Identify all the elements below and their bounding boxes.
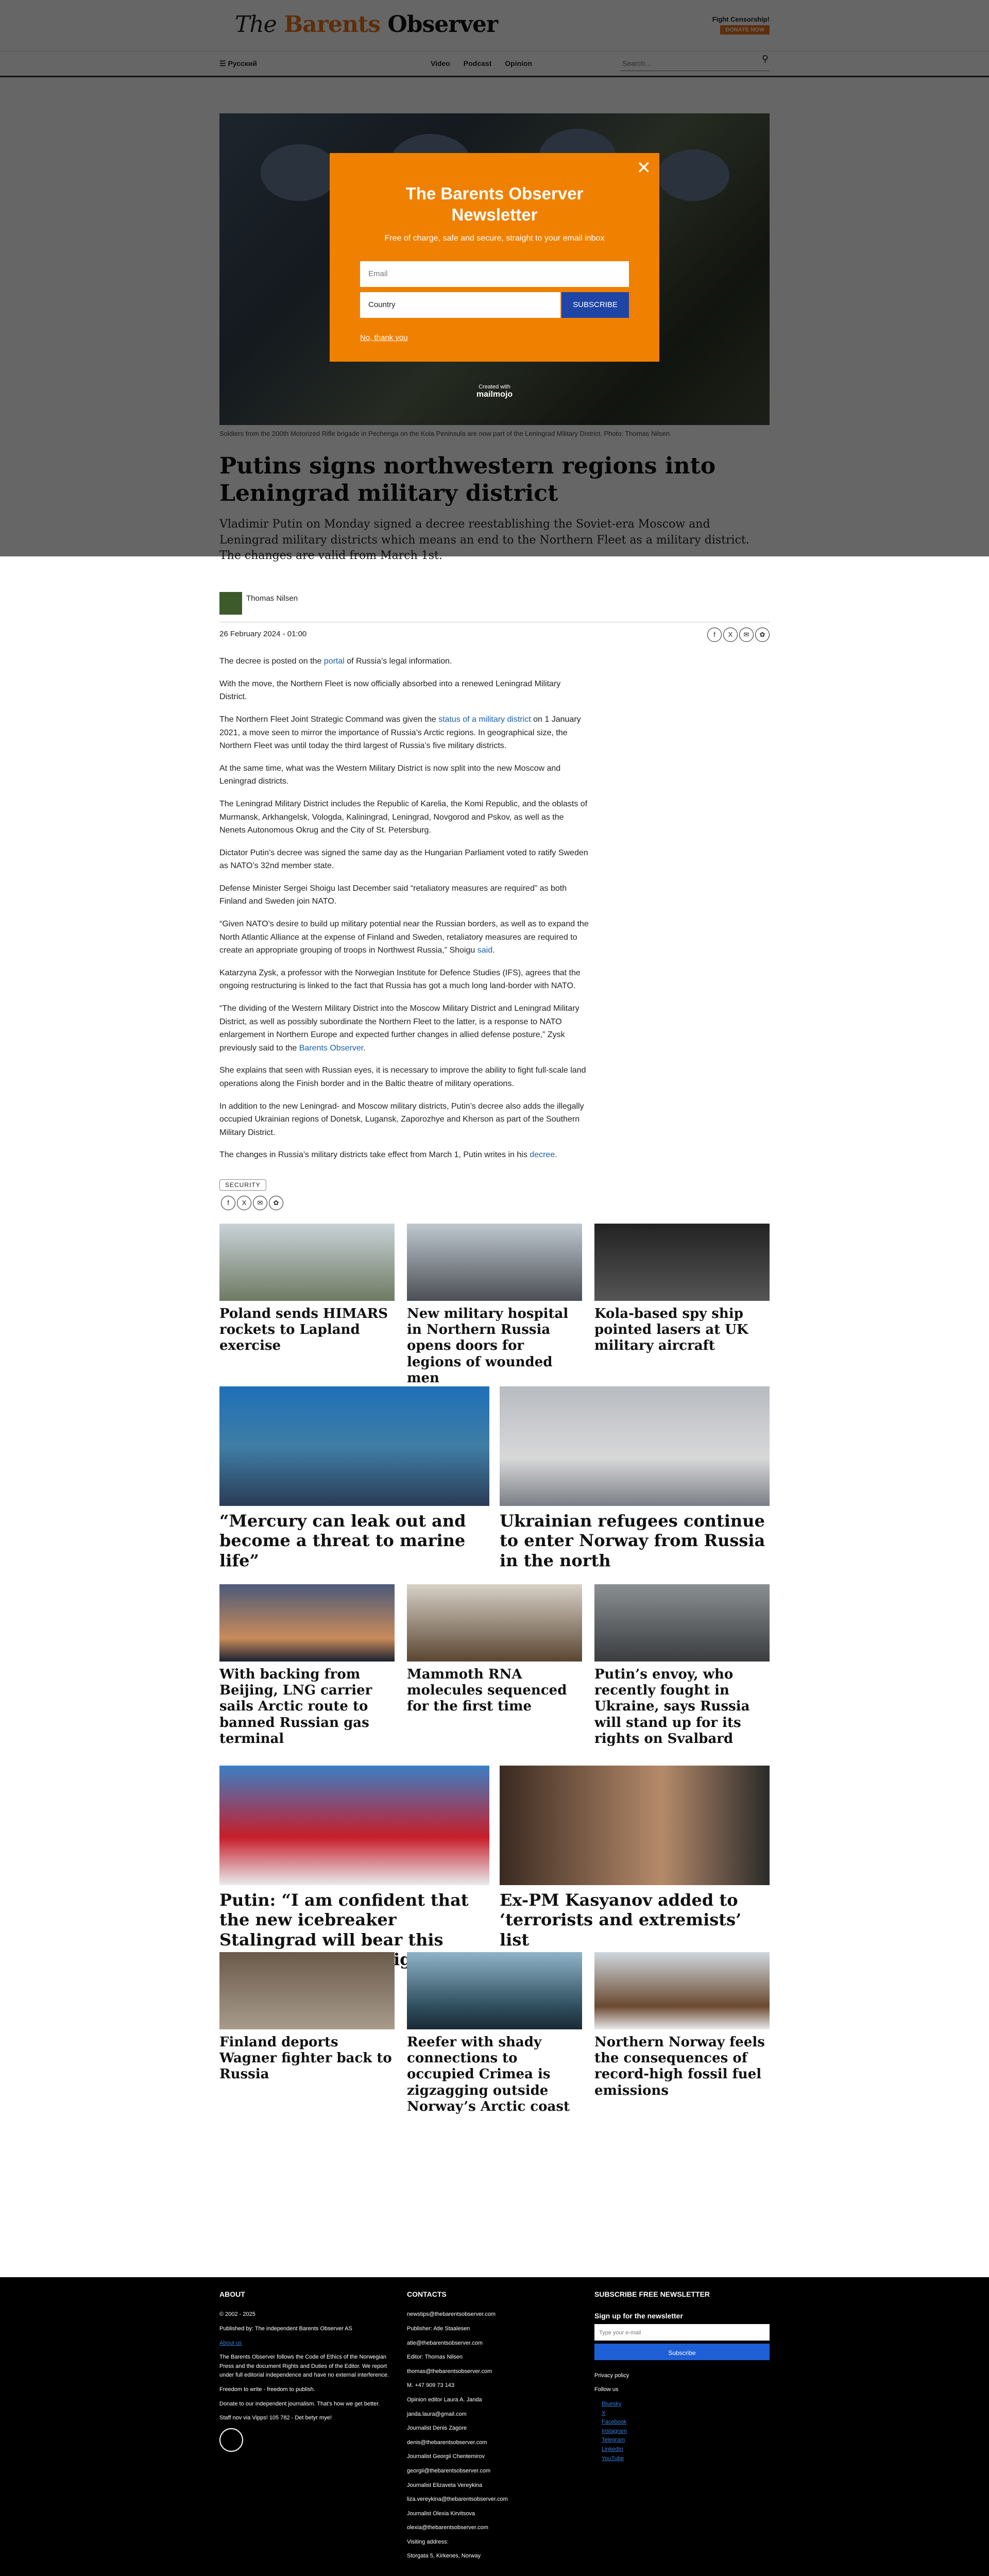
barents-observer-link[interactable]: Barents Observer	[299, 1043, 364, 1053]
paragraph: At the same time, what was the Western Military District is now split into the new Moscow and Leningrad districts.	[219, 764, 561, 786]
social-linkedin[interactable]: LinkedIn	[602, 2446, 623, 2452]
article-body	[219, 592, 770, 1210]
close-icon[interactable]: ✕	[636, 158, 651, 178]
author-name[interactable]: Thomas Nilsen	[246, 594, 298, 603]
paragraph: “The dividing of the Western Military District into the Moscow Military District and Leningrad Military District, as well as possibly subordinate the Northern Fleet to the latter, is a response to NATO enlargement in Northern Europe and expected further changes in allied defense posture,” Zysk previously said to the Barents Observer.	[219, 1004, 579, 1053]
paragraph: “Given NATO’s desire to build up military potential near the Russian borders, as well as to expand the North Atlantic Alliance at the expense of Finland and Sweden, retaliatory measures are required to create an appropriate grouping of troops in Northwest Russia,” Shoigu said.	[219, 920, 589, 955]
privacy-link[interactable]: Privacy policy	[594, 2372, 629, 2379]
said-link[interactable]: said	[477, 946, 493, 955]
paragraph: The decree is posted on the portal of Russia’s legal information.	[219, 657, 452, 666]
decree-link[interactable]: decree	[530, 1150, 555, 1160]
modal-title: The Barents Observer Newsletter	[405, 184, 584, 225]
x-icon[interactable]: X	[237, 1196, 251, 1210]
paragraph: The Northern Fleet Joint Strategic Command was given the status of a military district on 1 January 2021, a move seen to mirror the importance of Russia’s Arctic regions. In geographical size, the Northern Fleet was until today the third largest of Russia’s five military districts.	[219, 715, 581, 751]
related-card[interactable]: Ex-PM Kasyanov added to ‘terrorists and extremists’ list	[500, 1766, 770, 1950]
mailmojo-credit[interactable]: Created with mailmojo	[476, 384, 513, 399]
email-icon[interactable]: ✉	[253, 1196, 267, 1210]
no-thanks-link[interactable]: No, thank you	[360, 333, 408, 342]
social-instagram[interactable]: Instagram	[602, 2428, 627, 2434]
footer-contacts: CONTACTS newstips@thebarentsobserver.com Publisher: Atle Staalesen atle@thebarentsobserver.com Editor: Thomas Nilsen thomas@thebarentsobserver.com M. +47 909 73 143 Opinion editor Laura A. Janda janda.laura@gmail.com Journalist Denis Zagore denis@thebarentsobserver.com Journalist Georgii Chentemirov georgii@thebarentsobserver.com Journalist Elizaveta Vereykina liza.vereykina@thebarentsobserver.com Journalist Olexia Kirvitsova olexia@thebarentsobserver.com Visiting address: Storgata 5, Kirkenes, Norway	[407, 2290, 508, 2560]
social-facebook[interactable]: Facebook	[602, 2419, 627, 2426]
footer-email-input[interactable]: Type your e-mail	[594, 2324, 770, 2341]
about-us-link[interactable]: About us	[219, 2340, 242, 2346]
x-icon[interactable]: X	[723, 628, 738, 642]
bluesky-icon[interactable]: ✿	[269, 1196, 283, 1210]
footer-newsletter: SUBSCRIBE FREE NEWSLETTER Sign up for the newsletter Type your e-mail Subscribe Privacy policy Follow us Bluesky X Facebook Instagram Telegram LinkedIn YouTube	[594, 2289, 770, 2463]
social-links	[594, 2400, 770, 2463]
social-bluesky[interactable]: Bluesky	[602, 2400, 622, 2407]
paragraph: The changes in Russia’s military districts take effect from March 1, Putin writes in his decree.	[219, 1150, 557, 1160]
share-buttons-top	[706, 628, 770, 642]
paragraph: Dictator Putin’s decree was signed the same day as the Hungarian Parliament voted to ratify Sweden as NATO’s 32nd member state.	[219, 848, 588, 871]
date-row	[219, 622, 770, 642]
related-card[interactable]: “Mercury can leak out and become a threat to marine life”	[219, 1386, 489, 1570]
paragraph: The Leningrad Military District includes the Republic of Karelia, the Komi Republic, and the oblasts of Murmansk, Arkhangelsk, Vologda, Kaliningrad, Leningrad, Novgorod and Pskov, as well as the Nenets Autonomous Okrug and the City of St. Petersburg.	[219, 799, 588, 835]
modal-overlay[interactable]	[0, 0, 989, 556]
related-articles	[219, 1224, 770, 2228]
tag-security[interactable]: SECURITY	[219, 1179, 266, 1191]
footer-badge-icon	[219, 2428, 243, 2452]
related-card[interactable]: Putin’s envoy, who recently fought in Ukraine, says Russia will stand up for its rights on Svalbard	[594, 1584, 770, 1747]
author-byline	[219, 592, 770, 618]
related-card[interactable]: Kola-based spy ship pointed lasers at UK military aircraft	[594, 1224, 770, 1354]
portal-link[interactable]: portal	[323, 657, 345, 666]
email-field[interactable]: Email	[360, 261, 629, 287]
social-youtube[interactable]: YouTube	[602, 2455, 624, 2462]
related-card[interactable]: Northern Norway feels the consequences of record-high fossil fuel emissions	[594, 1952, 770, 2099]
related-card[interactable]: New military hospital in Northern Russia opens doors for legions of wounded men	[407, 1224, 582, 1386]
related-card[interactable]: With backing from Beijing, LNG carrier sails Arctic route to banned Russian gas terminal	[219, 1584, 395, 1747]
newsletter-modal	[330, 153, 659, 399]
facebook-icon[interactable]: f	[707, 628, 722, 642]
related-card[interactable]: Poland sends HIMARS rockets to Lapland exercise	[219, 1224, 395, 1354]
email-icon[interactable]: ✉	[739, 628, 754, 642]
subscribe-button[interactable]: SUBSCRIBE	[561, 292, 629, 318]
related-card[interactable]: Reefer with shady connections to occupied Crimea is zigzagging outside Norway’s Arctic coast	[407, 1952, 582, 2115]
author-avatar	[219, 592, 242, 615]
military-district-link[interactable]: status of a military district	[438, 715, 531, 724]
paragraph: Defense Minister Sergei Shoigu last December said “retaliatory measures are required” as both Finland and Sweden join NATO.	[219, 884, 567, 906]
related-card[interactable]: Mammoth RNA molecules sequenced for the first time	[407, 1584, 582, 1715]
paragraph: With the move, the Northern Fleet is now officially absorbed into a renewed Leningrad Military District.	[219, 679, 561, 702]
related-card[interactable]: Ukrainian refugees continue to enter Norway from Russia in the north	[500, 1386, 770, 1570]
share-buttons-bottom	[219, 1196, 770, 1210]
bluesky-icon[interactable]: ✿	[755, 628, 770, 642]
country-field[interactable]: Country	[360, 292, 560, 318]
social-telegram[interactable]: Telegram	[602, 2437, 625, 2444]
site-footer	[0, 2277, 989, 2576]
related-card[interactable]: Putin: “I am confident that the new icebreaker Stalingrad will bear this	[219, 1766, 489, 1970]
article-text	[219, 655, 590, 1162]
related-card[interactable]: Finland deports Wagner fighter back to Russia	[219, 1952, 395, 2083]
footer-subscribe-button[interactable]: Subscribe	[594, 2344, 770, 2360]
paragraph: In addition to the new Leningrad- and Moscow military districts, Putin’s decree also adds the illegally occupied Ukrainian regions of Donetsk, Lugansk, Zaporozhye and Kherson as part of the Southern Military District.	[219, 1101, 584, 1137]
facebook-icon[interactable]: f	[221, 1196, 235, 1210]
paragraph: She explains that seen with Russian eyes, it is necessary to improve the ability to fight full-scale land operations along the Finish border and in the Baltic theatre of military operations.	[219, 1066, 586, 1089]
publish-date: 26 February 2024 - 01:00	[219, 630, 307, 639]
paragraph: Katarzyna Zysk, a professor with the Norwegian Institute for Defence Studies (IFS), agrees that the ongoing restructuring is linked to the fact that Russia has got a much long land-border with NATO.	[219, 968, 581, 991]
social-x[interactable]: X	[602, 2410, 606, 2416]
modal-subtitle: Free of charge, safe and secure, straight to your email inbox	[384, 233, 605, 243]
footer-about: ABOUT © 2002 - 2025 Published by: The independent Barents Observer AS About us The Barents Observer follows the Code of Ethics of the Norwegian Press and the document Rights and Duties of the Editor. We report under full editorial independence and have no external interference. Freedom to write - freedom to publish. Donate to our independent journalism. That's how we get better. Staff nov via Vipps! 105 782 - Det betyr mye!	[219, 2289, 395, 2452]
